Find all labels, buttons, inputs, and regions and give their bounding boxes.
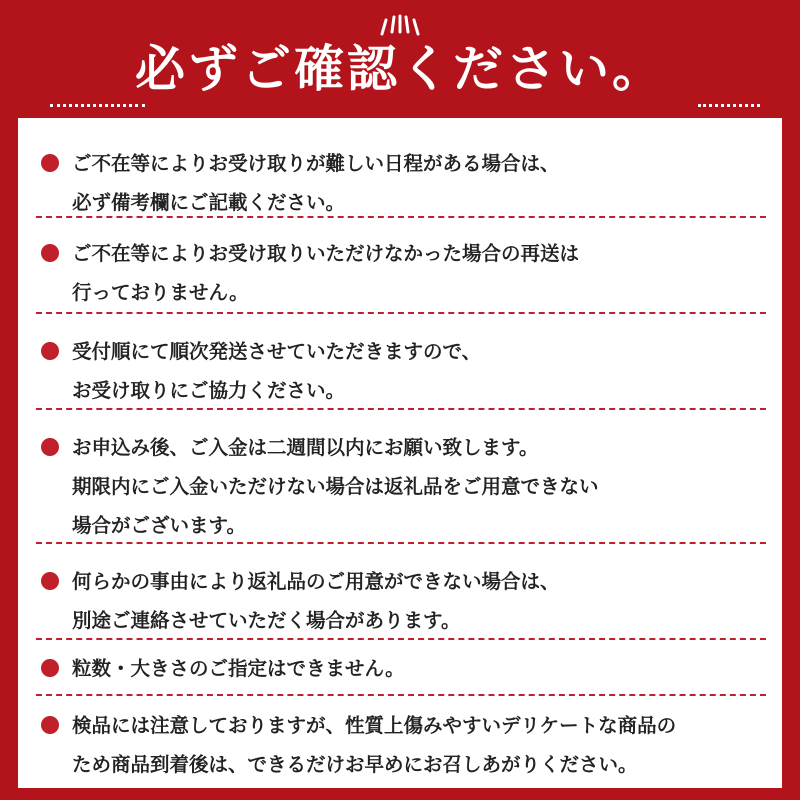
item-line: 場合がございます。 xyxy=(72,514,246,537)
bullet-icon xyxy=(41,244,59,262)
item-line: 別途ご連絡させていただく場合があります。 xyxy=(72,609,461,632)
item-line: 何らかの事由により返礼品のご用意ができない場合は、 xyxy=(72,570,560,593)
page-title: 必ずご確認ください。 xyxy=(135,39,665,98)
bullet-icon xyxy=(41,438,59,456)
item-line: 受付順にて順次発送させていただきますので、 xyxy=(72,340,482,363)
item-line: 粒数・大きさのご指定はできません。 xyxy=(72,657,405,680)
item-line: 必ず備考欄にご記載ください。 xyxy=(72,191,346,214)
item-line: 検品には注意しておりますが、性質上傷みやすいデリケートな商品の xyxy=(72,714,677,737)
bullet-icon xyxy=(41,154,59,172)
list-item xyxy=(36,410,766,544)
item-line: お受け取りにご協力ください。 xyxy=(72,379,346,402)
bullet-icon xyxy=(41,716,59,734)
list-item xyxy=(36,218,766,314)
notice-list xyxy=(36,136,766,790)
list-item xyxy=(36,136,766,218)
bullet-icon xyxy=(41,342,59,360)
list-item xyxy=(36,544,766,640)
item-line: ご不在等によりお受け取りいただけなかった場合の再送は xyxy=(72,242,580,265)
list-item xyxy=(36,696,766,790)
item-line: 行っておりません。 xyxy=(72,281,249,304)
item-line: ご不在等によりお受け取りが難しい日程がある場合は、 xyxy=(72,152,560,175)
bullet-icon xyxy=(41,659,59,677)
item-line: 期限内にご入金いただけない場合は返礼品をご用意できない xyxy=(72,475,599,498)
sparkle-icon xyxy=(376,14,424,36)
list-item xyxy=(36,314,766,410)
list-item xyxy=(36,640,766,696)
item-line: ため商品到着後は、できるだけお早めにお召しあがりください。 xyxy=(72,753,638,776)
bullet-icon xyxy=(41,572,59,590)
title-divider-right xyxy=(698,104,760,107)
title-divider-left xyxy=(50,104,145,107)
item-line: お申込み後、ご入金は二週間以内にお願い致します。 xyxy=(72,436,539,459)
